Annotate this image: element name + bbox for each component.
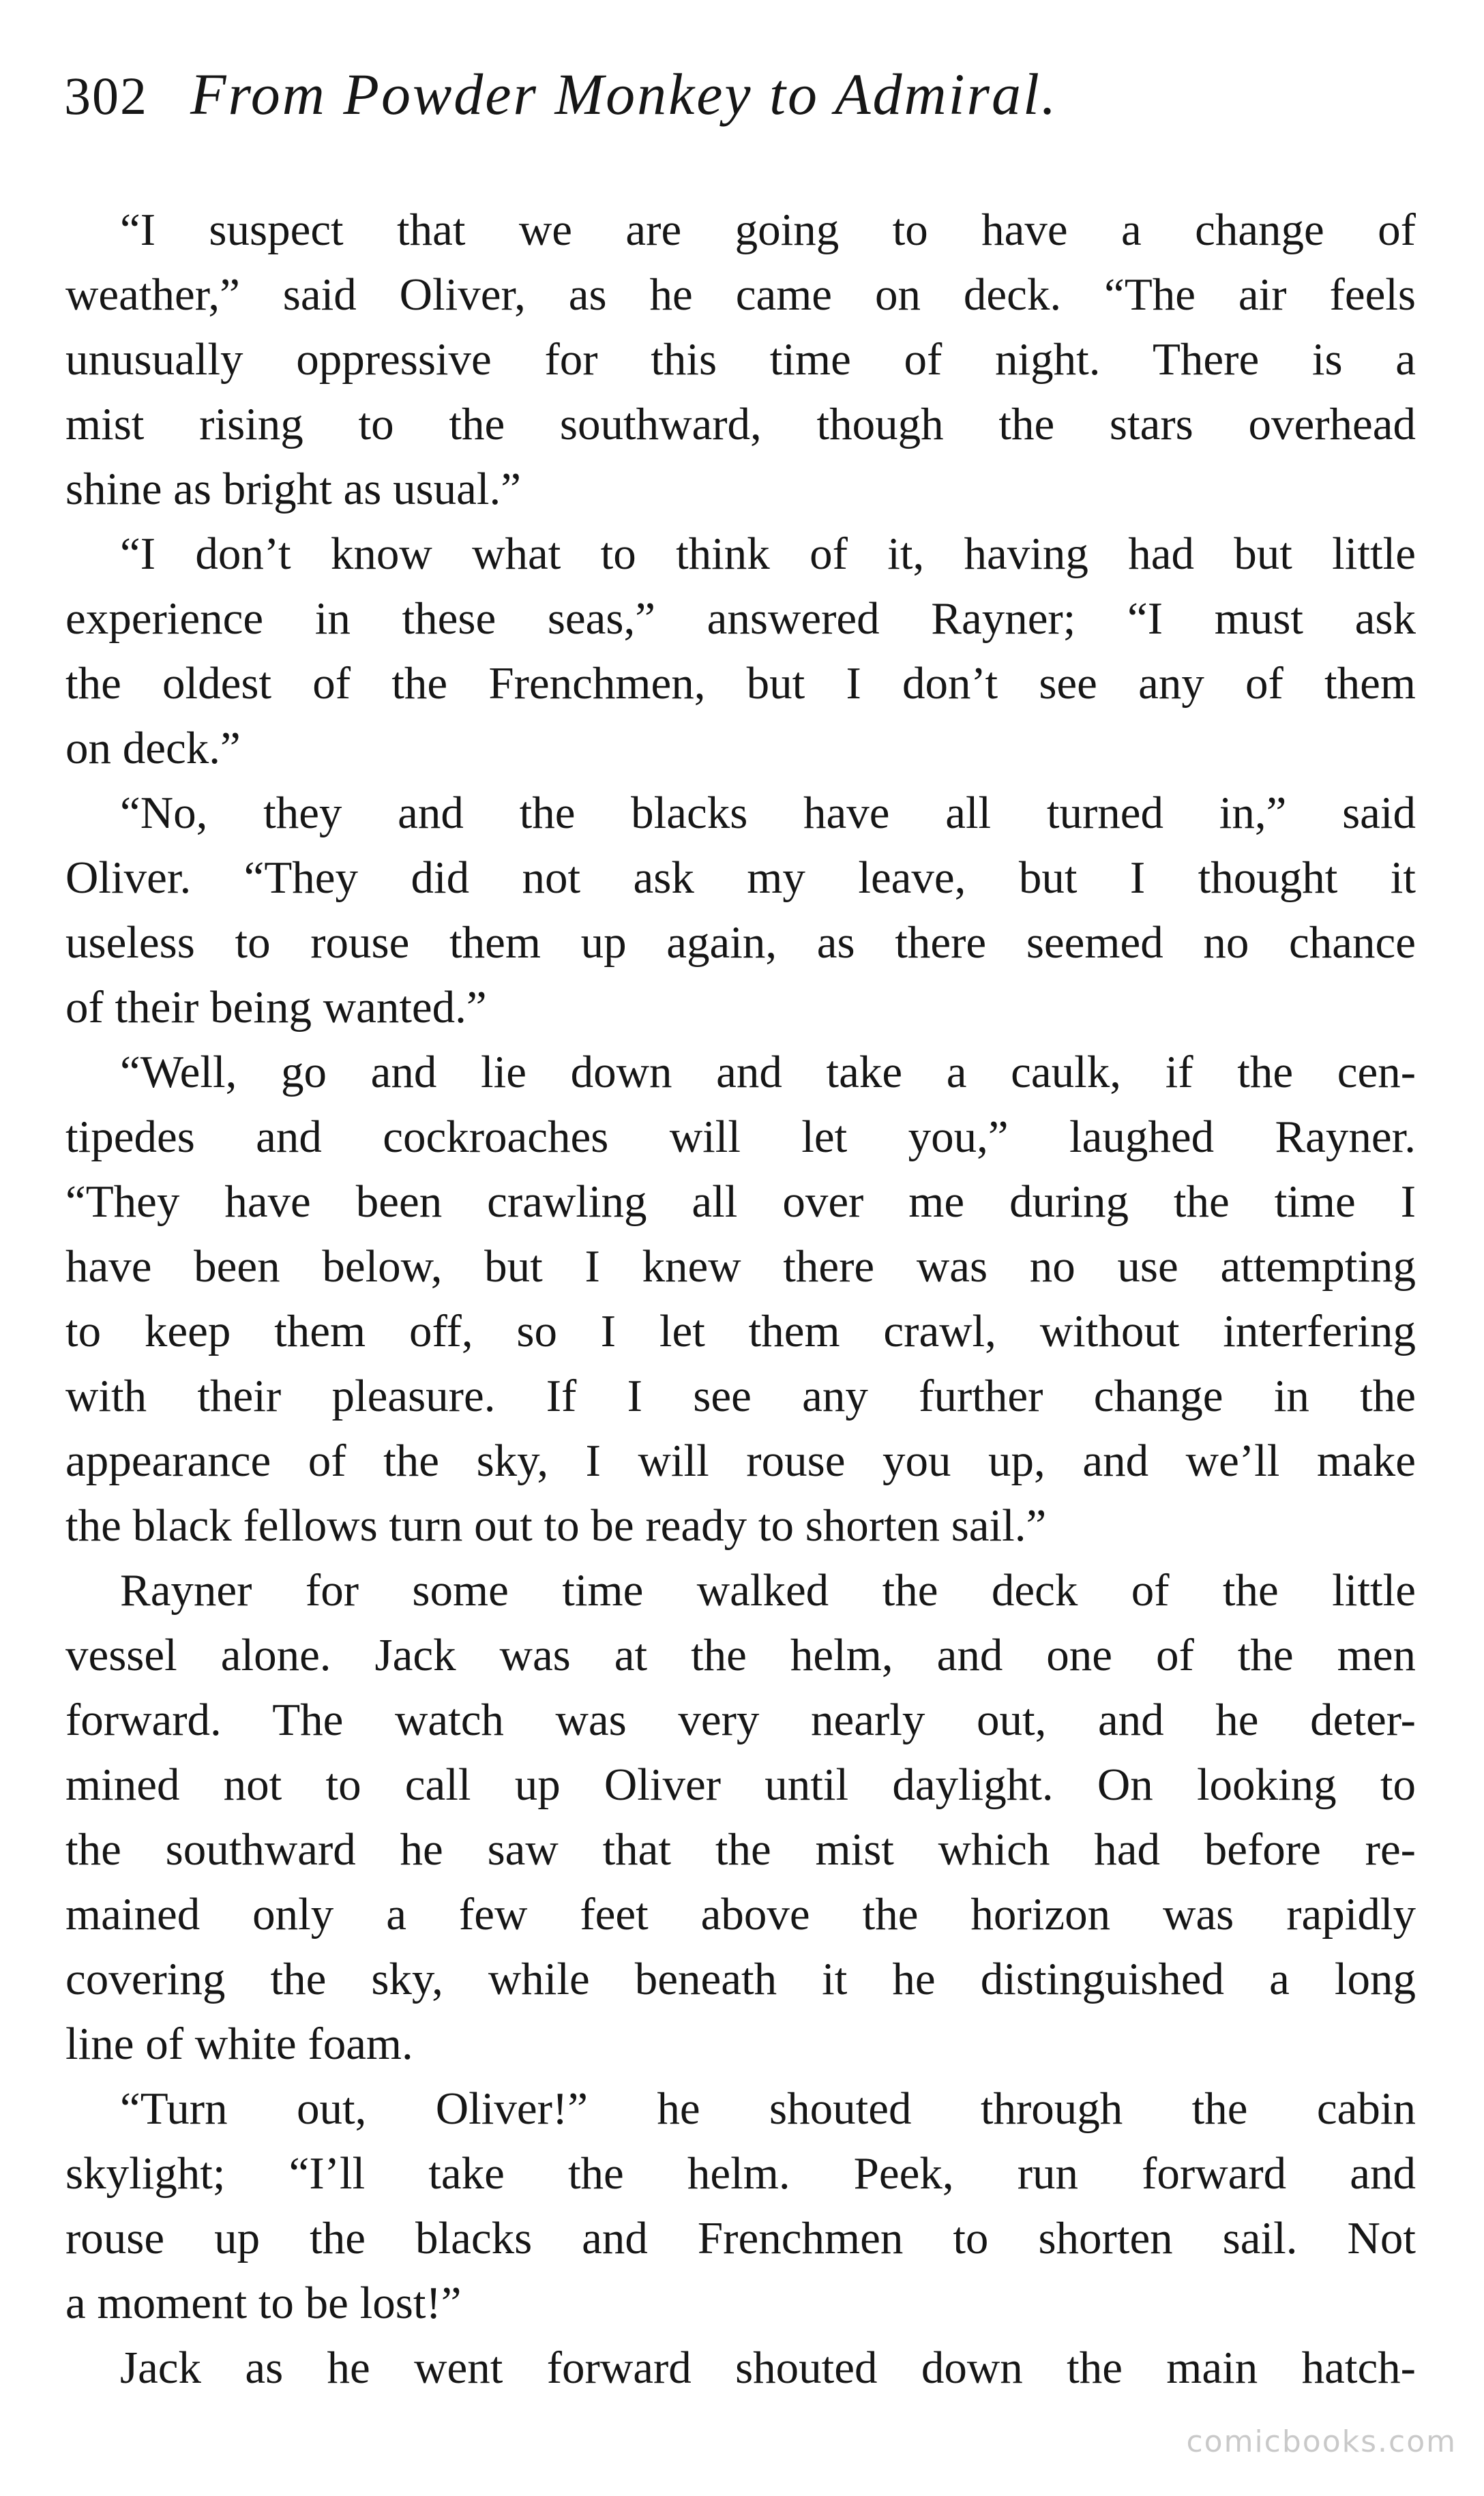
text-line: the oldest of the Frenchmen, but I don’t see any of them (65, 658, 1416, 709)
text-line: experience in these seas,” answered Rayner; “I must ask (65, 593, 1416, 644)
text-line: appearance of the sky, I will rouse you up, and we’ll make (65, 1436, 1416, 1486)
text-line: “Well, go and lie down and take a caulk, if the cen- (120, 1047, 1416, 1097)
text-line: mined not to call up Oliver until daylight. On looking to (65, 1759, 1416, 1810)
paragraph (65, 522, 1416, 781)
text-line: vessel alone. Jack was at the helm, and one of the men (65, 1630, 1416, 1680)
paragraph (65, 2077, 1416, 2336)
text-line: the southward he saw that the mist which had before re- (65, 1824, 1416, 1875)
text-line: with their pleasure. If I see any further change in the (65, 1371, 1416, 1421)
text-line: Rayner for some time walked the deck of the little (120, 1565, 1416, 1616)
paragraph (65, 1040, 1416, 1558)
page-number: 302 (64, 66, 148, 125)
text-line: of their being wanted.” (65, 982, 487, 1032)
paragraph (65, 198, 1416, 522)
paragraph (65, 781, 1416, 1040)
text-line: mist rising to the southward, though the stars overhead (65, 399, 1416, 449)
text-line: mained only a few feet above the horizon was rapidly (65, 1889, 1416, 1940)
text-line: line of white foam. (65, 2019, 413, 2069)
text-line: tipedes and cockroaches will let you,” laughed Rayner. (65, 1112, 1416, 1162)
text-line: weather,” said Oliver, as he came on deck. “The air feels (65, 269, 1416, 320)
text-line: on deck.” (65, 723, 241, 773)
text-line: shine as bright as usual.” (65, 464, 522, 514)
text-line: the black fellows turn out to be ready to shorten sail.” (65, 1500, 1047, 1551)
text-line: skylight; “I’ll take the helm. Peek, run forward and (65, 2148, 1416, 2199)
page-header (64, 60, 1428, 149)
text-line: useless to rouse them up again, as there seemed no chance (65, 917, 1416, 968)
text-line: “Turn out, Oliver!” he shouted through the cabin (120, 2083, 1416, 2134)
text-line: unusually oppressive for this time of night. There is a (65, 334, 1416, 385)
paragraph (65, 1558, 1416, 2077)
body-text (65, 198, 1416, 2401)
text-line: forward. The watch was very nearly out, and he deter- (65, 1695, 1416, 1745)
running-title: From Powder Monkey to Admiral. (190, 61, 1058, 127)
text-line: “They have been crawling all over me during the time I (65, 1176, 1416, 1227)
text-line: rouse up the blacks and Frenchmen to shorten sail. Not (65, 2213, 1416, 2263)
text-line: covering the sky, while beneath it he distinguished a long (65, 1954, 1416, 2004)
text-line: to keep them off, so I let them crawl, without interfering (65, 1306, 1416, 1356)
text-line: a moment to be lost!” (65, 2278, 462, 2328)
text-line: “No, they and the blacks have all turned in,” said (120, 788, 1416, 838)
text-line: “I don’t know what to think of it, having had but little (120, 529, 1416, 579)
text-line: Jack as he went forward shouted down the main hatch- (120, 2343, 1416, 2393)
watermark: comicbooks.com (1186, 2424, 1457, 2459)
paragraph (65, 2336, 1416, 2401)
text-line: Oliver. “They did not ask my leave, but I thought it (65, 852, 1416, 903)
text-line: have been below, but I knew there was no use attempting (65, 1241, 1416, 1292)
text-line: “I suspect that we are going to have a change of (120, 205, 1416, 255)
